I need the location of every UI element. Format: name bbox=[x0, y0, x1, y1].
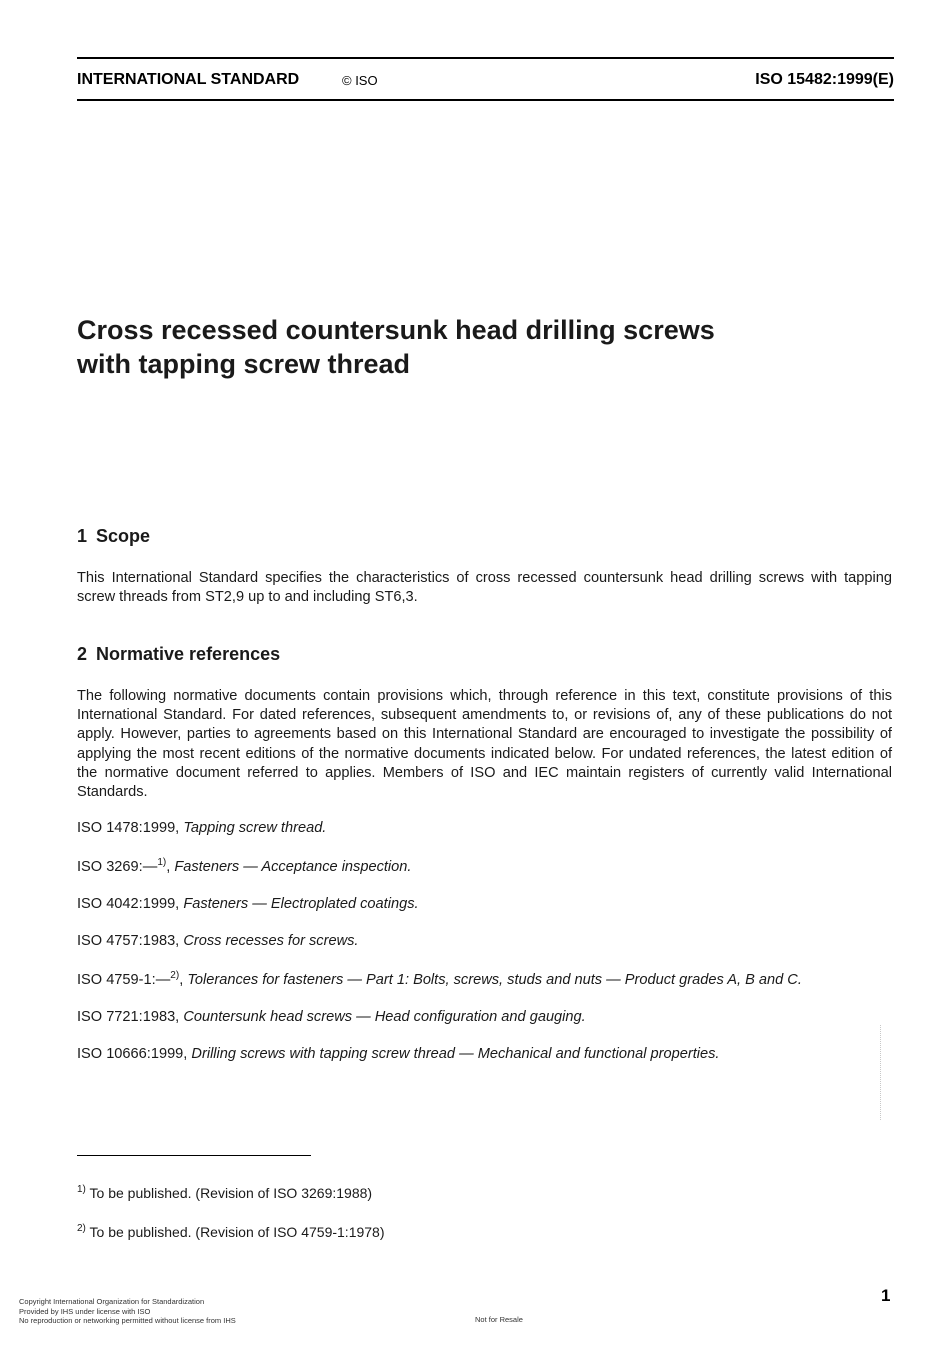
reference-item bbox=[77, 1008, 586, 1027]
reproduction-line: No reproduction or networking permitted without license from IHS bbox=[19, 1316, 236, 1325]
footnote-mark: 1) bbox=[77, 1184, 86, 1195]
section-1-paragraph: This International Standard specifies the characteristics of cross recessed countersunk head drilling screws with tapping screw threads from ST2,9 up to and including ST6,3. bbox=[77, 570, 892, 606]
not-for-resale-notice: Not for Resale bbox=[475, 1315, 523, 1324]
footnote-text: To be published. (Revision of ISO 4759-1:1978) bbox=[89, 1224, 385, 1240]
reference-title: Tapping screw thread. bbox=[183, 820, 327, 836]
reference-item bbox=[77, 819, 326, 838]
reference-title: Fasteners — Acceptance inspection. bbox=[174, 859, 412, 875]
reference-code: ISO 7721:1983, bbox=[77, 1009, 180, 1025]
reference-code: ISO 4757:1983, bbox=[77, 933, 180, 949]
footnote-separator bbox=[77, 1155, 311, 1156]
reference-item: ISO 4759-1:—$^{2)}$, Tolerances for fasteners — Part 1: Bolts, screws, studs and nuts — Product grades A, B and C. bbox=[77, 970, 802, 988]
reference-item bbox=[77, 895, 419, 914]
reference-code: ISO 4759-1:— bbox=[77, 972, 171, 988]
section-2-title: Normative references bbox=[96, 644, 281, 664]
header-top-rule bbox=[77, 57, 894, 59]
header-copyright: © ISO bbox=[342, 73, 378, 88]
reference-code: ISO 4042:1999, bbox=[77, 896, 180, 912]
section-1-number: 1 bbox=[77, 526, 88, 546]
title-line-1: Cross recessed countersunk head drilling screws bbox=[77, 315, 715, 345]
footnote-marker[interactable]: 2) bbox=[170, 970, 180, 981]
reference-title: Countersunk head screws — Head configuration and gauging. bbox=[183, 1009, 586, 1025]
footnote-marker[interactable]: 1) bbox=[157, 857, 167, 868]
reference-title: Drilling screws with tapping screw thread — Mechanical and functional properties. bbox=[191, 1046, 720, 1062]
footnote-mark: 2) bbox=[77, 1223, 86, 1234]
section-2-paragraph: The following normative documents contain provisions which, through reference in this text, constitute provisions of this International Standard. For dated references, subsequent amendments to, or revisions of, any of these publications do not apply. However, parties to agreements based on this International Standard are encouraged to investigate the possibility of applying the most recent editions of the normative documents indicated below. For undated references, the latest edition of the normative document referred to applies. Members of ISO and IEC maintain registers of currently valid International Standards. bbox=[77, 688, 892, 801]
section-2-number: 2 bbox=[77, 644, 88, 664]
header-bottom-rule bbox=[77, 99, 894, 101]
footnote-item bbox=[77, 1185, 372, 1201]
section-1-heading bbox=[77, 526, 150, 547]
header-document-id: ISO 15482:1999(E) bbox=[755, 71, 894, 88]
page-number: 1 bbox=[881, 1286, 891, 1305]
reference-title: Fasteners — Electroplated coatings. bbox=[183, 896, 419, 912]
copyright-line: Copyright International Organization for Standardization bbox=[19, 1297, 205, 1306]
section-2-heading bbox=[77, 644, 280, 665]
reference-code: ISO 10666:1999, bbox=[77, 1046, 188, 1062]
reference-item bbox=[77, 932, 358, 951]
document-title bbox=[77, 313, 715, 381]
reference-title: Tolerances for fasteners — Part 1: Bolts, screws, studs and nuts — Product grades A, B and C. bbox=[187, 972, 802, 988]
reference-title: Cross recesses for screws. bbox=[183, 933, 359, 949]
section-1-title: Scope bbox=[96, 526, 151, 546]
reference-code: ISO 1478:1999, bbox=[77, 820, 180, 836]
title-line-2: with tapping screw thread bbox=[77, 349, 411, 379]
reference-code: ISO 3269:— bbox=[77, 859, 158, 875]
footnote-item bbox=[77, 1224, 385, 1240]
footnote-text: To be published. (Revision of ISO 3269:1988) bbox=[89, 1185, 373, 1201]
margin-mark bbox=[880, 1025, 882, 1120]
reference-item: ISO 3269:—$^{1)}$, Fasteners — Acceptance inspection. bbox=[77, 857, 412, 875]
license-line: Provided by IHS under license with ISO bbox=[19, 1306, 151, 1316]
copyright-notice bbox=[19, 1297, 236, 1326]
header-standard-label: INTERNATIONAL STANDARD bbox=[77, 71, 300, 88]
reference-item bbox=[77, 1045, 719, 1064]
